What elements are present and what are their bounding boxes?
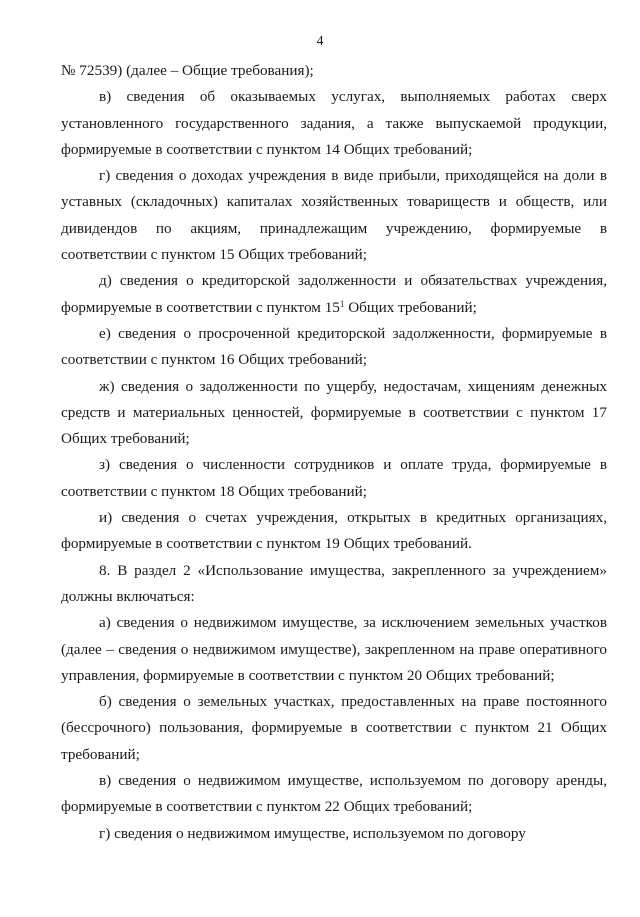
document-body xyxy=(61,58,607,847)
paragraph-item-d-tail: Общих требований; xyxy=(344,298,477,316)
paragraph-item-i: и) сведения о счетах учреждения, открытых в кредитных организациях, формируемые в соответствии с пунктом 19 Общих требований. xyxy=(61,509,607,553)
paragraph-item-b: б) сведения о земельных участках, предоставленных на праве постоянного (бессрочного) пользования, формируемые в соответствии с пунктом 21 Общих требований; xyxy=(61,693,607,763)
paragraph-item-z: з) сведения о численности сотрудников и оплате труда, формируемые в соответствии с пунктом 18 Общих требований; xyxy=(61,456,607,500)
paragraph-item-g: г) сведения о доходах учреждения в виде прибыли, приходящейся на доли в уставных (складочных) капиталах хозяйственных товариществ и обществ, или дивидендов по акциям, принадлежащим учреждению, формируемые в соответствии с пунктом 15 Общих требований; xyxy=(61,167,607,264)
paragraph-item-v2: в) сведения о недвижимом имуществе, используемом по договору аренды, формируемые в соответствии с пунктом 22 Общих требований; xyxy=(61,772,607,816)
paragraph-section-8: 8. В раздел 2 «Использование имущества, закрепленного за учреждением» должны включаться: xyxy=(61,561,607,605)
paragraph-item-zh: ж) сведения о задолженности по ущербу, недостачам, хищениям денежных средств и материальных ценностей, формируемые в соответствии с пунктом 17 Общих требований; xyxy=(61,377,607,448)
page-number: 4 xyxy=(316,34,324,49)
paragraph-continuation: № 72539) (далее – Общие требования); xyxy=(61,62,314,79)
paragraph-item-d-text: д) сведения о кредиторской задолженности и обязательствах учреждения, формируемые в соответствии с пунктом 15 xyxy=(61,272,607,316)
paragraph-item-e: е) сведения о просроченной кредиторской задолженности, формируемые в соответствии с пунктом 16 Общих требований; xyxy=(61,324,607,369)
paragraph-item-d xyxy=(61,268,607,321)
superscript-index: 1 xyxy=(339,298,345,309)
paragraph-item-a: а) сведения о недвижимом имуществе, за исключением земельных участков (далее – сведения о недвижимом имуществе), закрепленном на праве оперативного управления, формируемые в соответствии с пунктом 20 Общих требований; xyxy=(61,614,607,684)
paragraph-item-v: в) сведения об оказываемых услугах, выполняемых работах сверх установленного государственного задания, а также выпускаемой продукции, формируемые в соответствии с пунктом 14 Общих требований; xyxy=(61,88,607,158)
paragraph-item-g2: г) сведения о недвижимом имуществе, используемом по договору xyxy=(99,824,526,842)
